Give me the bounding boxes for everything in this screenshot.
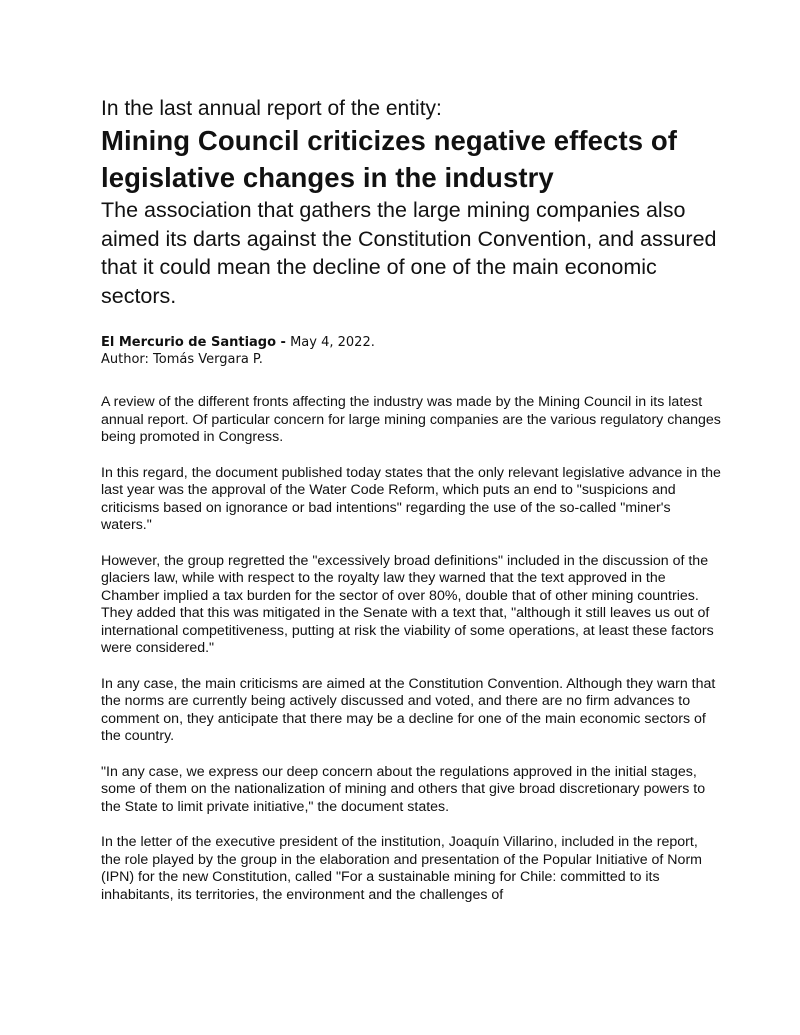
article-body: [101, 394, 721, 904]
article-subheadline: The association that gathers the large mining companies also aimed its darts against the Constitution Convention, and assured that it could mean the decline of one of the main economic sectors.: [101, 198, 717, 308]
publication-line: [101, 334, 721, 351]
article-headline: Mining Council criticizes negative effects of legislative changes in the industry: [101, 125, 677, 193]
article: [101, 96, 721, 922]
article-paragraph: A review of the different fronts affecting the industry was made by the Mining Council in its latest annual report. Of particular concern for large mining companies are the various regulatory changes being promoted in Congress.: [101, 394, 721, 445]
article-paragraph: In any case, the main criticisms are aimed at the Constitution Convention. Although they warn that the norms are currently being actively discussed and voted, and there are no firm advances to comment on, they anticipate that there may be a decline for one of the main economic sectors of the country.: [101, 675, 716, 744]
article-paragraph: "In any case, we express our deep concern about the regulations approved in the initial stages, some of them on the nationalization of mining and others that give broad discretionary powers to the State to limit private initiative," the document states.: [101, 763, 706, 815]
article-kicker: In the last annual report of the entity:: [101, 97, 442, 120]
article-paragraph: In the letter of the executive president of the institution, Joaquín Villarino, included in the report, the role played by the group in the elaboration and presentation of the Popular Initiative of Norm (IPN) for the new Constitution, called "For a sustainable mining for Chile: committed to its inhabitants, its territories, the environment and the challenges of: [101, 834, 702, 903]
article-author: Author: Tomás Vergara P.: [101, 352, 263, 367]
article-paragraph: However, the group regretted the "excessively broad definitions" included in the discussion of the glaciers law, while with respect to the royalty law they warned that the text approved in the Chamber implied a tax burden for the sector of over 80%, double that of other mining countries. They added that this was mitigated in the Senate with a text that, "although it still leaves us out of international competitiveness, putting at risk the viability of some operations, at least these factors were considered.": [101, 552, 714, 656]
article-paragraph: In this regard, the document published today states that the only relevant legislative advance in the last year was the approval of the Water Code Reform, which puts an end to "suspicions and criticisms based on ignorance or bad intentions" regarding the use of the so-called "miner's waters.": [101, 464, 721, 533]
publication-source: El Mercurio de Santiago -: [101, 335, 286, 350]
article-byline: [101, 334, 721, 368]
publication-date: May 4, 2022.: [290, 335, 375, 350]
